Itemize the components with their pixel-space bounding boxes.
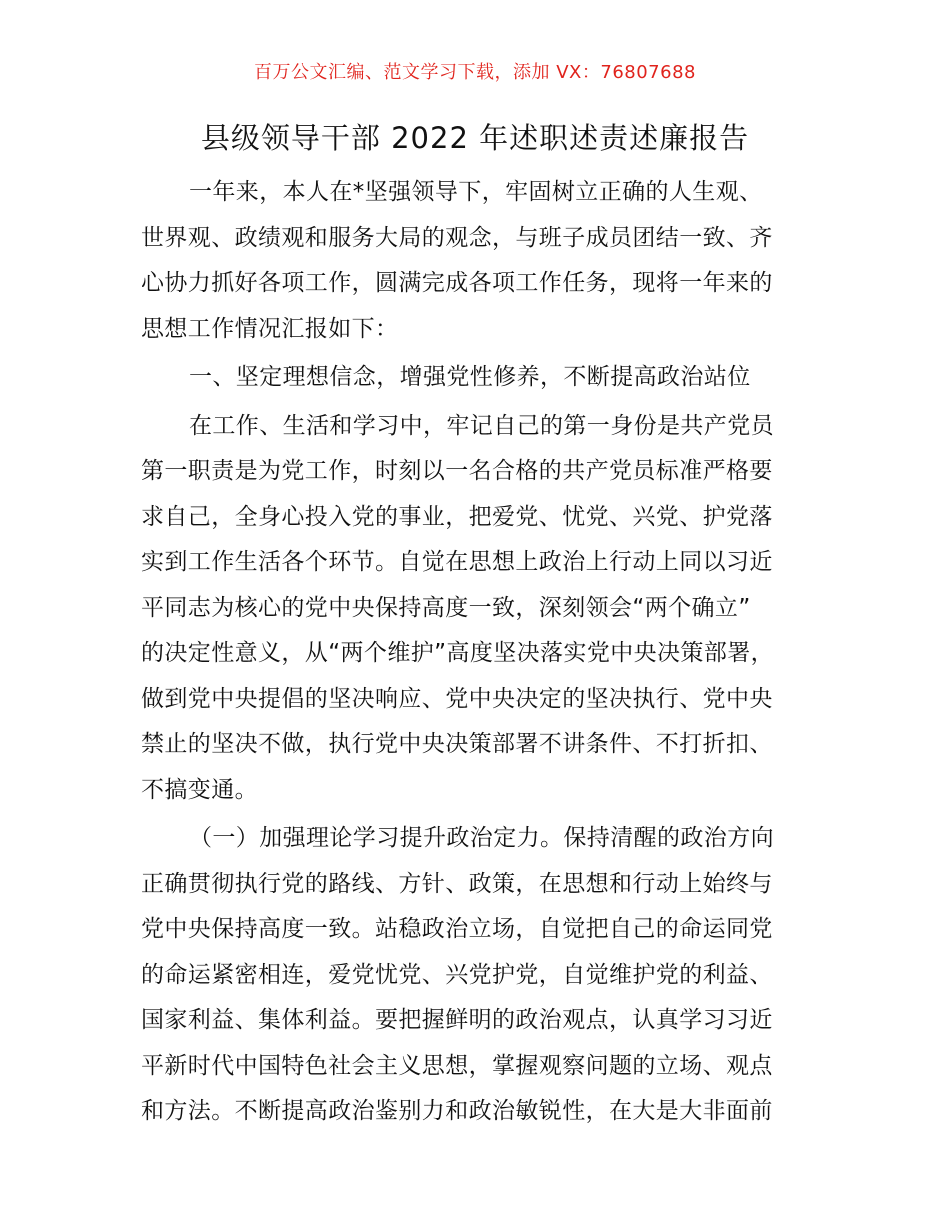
text-line: 的决定性意义，从“两个维护”高度坚决落实党中央决策部署， xyxy=(141,640,775,666)
text-line: 不搞变通。 xyxy=(141,776,258,803)
section-heading-1 xyxy=(141,355,831,401)
paragraph-body-1 xyxy=(141,404,831,814)
text-line: 第一职责是为党工作，时刻以一名合格的共产党员标准严格要 xyxy=(141,458,773,484)
document-body xyxy=(141,170,831,1135)
text-line: 党中央保持高度一致。站稳政治立场，自觉把自己的命运同党 xyxy=(141,916,773,942)
document-title: 县级领导干部 2022 年述职述责述廉报告 xyxy=(200,121,750,155)
text-line: 心协力抓好各项工作，圆满完成各项工作任务，现将一年来的 xyxy=(141,270,773,296)
text-line: （一）加强理论学习提升政治定力。保持清醒的政治方向 xyxy=(189,825,774,851)
text-line: 平新时代中国特色社会主义思想，掌握观察问题的立场、观点 xyxy=(141,1052,773,1079)
text-line: 思想工作情况汇报如下： xyxy=(141,315,399,342)
text-line: 正确贯彻执行党的路线、方针、政策，在思想和行动上始终与 xyxy=(141,870,773,897)
text-line: 做到党中央提倡的坚决响应、党中央决定的坚决执行、党中央 xyxy=(141,685,773,712)
heading-line: 一、坚定理想信念，增强党性修养，不断提高政治站位 xyxy=(189,364,751,390)
paragraph-body-2 xyxy=(141,816,831,1135)
text-line: 在工作、生活和学习中，牢记自己的第一身份是共产党员 xyxy=(189,412,774,439)
text-line: 禁止的坚决不做，执行党中央决策部署不讲条件、不打折扣、 xyxy=(141,731,773,757)
paragraph-intro xyxy=(141,170,831,352)
text-line: 实到工作生活各个环节。自觉在思想上政治上行动上同以习近 xyxy=(141,549,773,575)
text-line: 求自己，全身心投入党的事业，把爱党、忧党、兴党、护党落 xyxy=(141,503,773,530)
text-line: 平同志为核心的党中央保持高度一致，深刻领会“两个确立” xyxy=(141,594,751,621)
text-line: 的命运紧密相连，爱党忧党、兴党护党，自觉维护党的利益、 xyxy=(141,961,773,988)
text-line: 和方法。不断提高政治鉴别力和政治敏锐性，在大是大非面前 xyxy=(141,1098,773,1124)
watermark-banner: 百万公文汇编、范文学习下载，添加 VX：76807688 xyxy=(254,62,696,83)
text-line: 一年来，本人在*坚强领导下，牢固树立正确的人生观、 xyxy=(189,179,763,205)
text-line: 国家利益、集体利益。要把握鲜明的政治观点，认真学习习近 xyxy=(141,1007,773,1033)
text-line: 世界观、政绩观和服务大局的观念，与班子成员团结一致、齐 xyxy=(141,224,773,251)
